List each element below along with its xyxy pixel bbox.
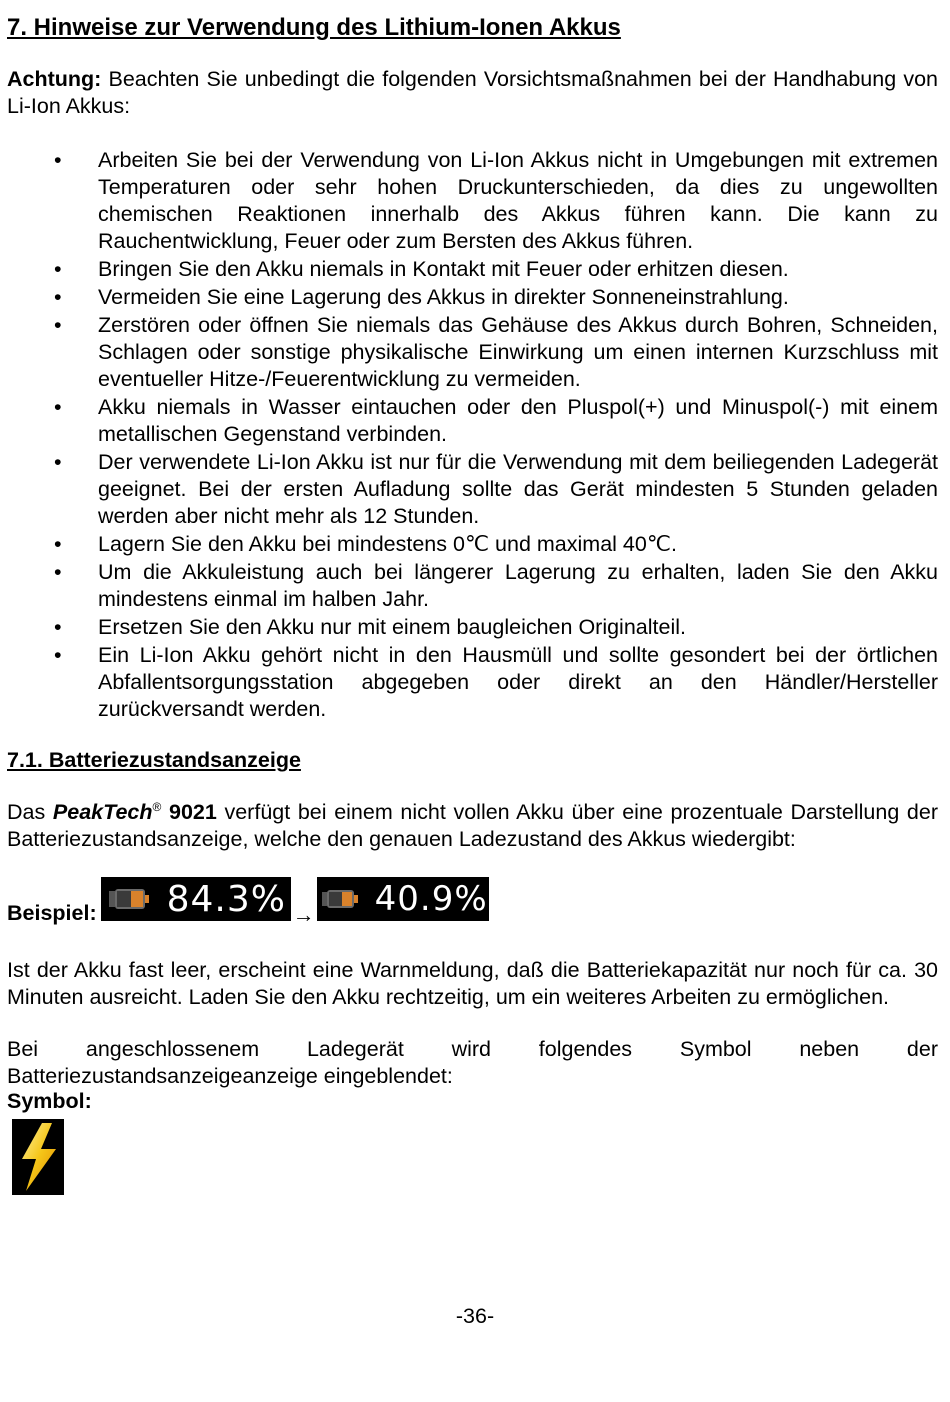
warning-label: Achtung:: [7, 67, 102, 91]
arrow-icon: →: [292, 902, 315, 927]
list-item: • Um die Akkuleistung auch bei längerer Lagerung zu erhalten, laden Sie den Akku mindestens einmal im halben Jahr.: [54, 560, 938, 611]
bullet-icon: •: [54, 450, 62, 474]
warning-text: Beachten Sie unbedingt die folgenden Vorsichtsmaßnahmen bei der Handhabung von Li-Ion Akkus:: [7, 67, 938, 118]
section-title: 7. Hinweise zur Verwendung des Lithium-Ionen Akkus: [7, 14, 621, 41]
model-number: 9021: [161, 800, 217, 824]
example-row: [7, 873, 938, 925]
battery-display-1: [101, 877, 291, 921]
bullet-icon: •: [54, 643, 62, 667]
lightning-icon: [12, 1119, 64, 1195]
bullet-icon: •: [54, 257, 62, 281]
list-item: • Bringen Sie den Akku niemals in Kontakt mit Feuer oder erhitzen diesen.: [54, 257, 789, 281]
list-item: • Lagern Sie den Akku bei mindestens 0℃ und maximal 40℃.: [54, 532, 677, 556]
bullet-icon: •: [54, 285, 62, 309]
battery-icon: [321, 888, 361, 910]
list-item: • Zerstören oder öffnen Sie niemals das Gehäuse des Akkus durch Bohren, Schneiden, Schlagen oder sonstige physikalische Einwirkung um einen internen Kurzschluss mit eventueller Hitze-/Feuerentwicklung zu vermeiden.: [54, 313, 938, 391]
list-item: • Der verwendete Li-Ion Akku ist nur für die Verwendung mit dem beiliegenden Ladegerät geeignet. Bei der ersten Aufladung sollte das Gerät mindesten 5 Stunden geladen werden aber nicht mehr als 12 Stunden.: [54, 450, 938, 528]
display-value-2: 40.9%: [374, 878, 488, 919]
low-battery-paragraph: Ist der Akku fast leer, erscheint eine Warnmeldung, daß die Batteriekapazität nur noch für ca. 30 Minuten ausreicht. Laden Sie den Akku rechtzeitig, um ein weiteres Arbeiten zu ermöglichen.: [7, 958, 938, 1009]
subsection-title: 7.1. Batteriezustandsanzeige: [7, 748, 301, 772]
display-value-1: 84.3%: [166, 878, 286, 920]
list-item: • Akku niemals in Wasser eintauchen oder den Pluspol(+) und Minuspol(-) mit einem metallischen Gegenstand verbinden.: [54, 395, 938, 446]
brand-name: PeakTech: [52, 800, 153, 824]
page-number: -36-: [455, 1304, 495, 1328]
battery-icon: [107, 887, 153, 911]
list-item: • Ersetzen Sie den Akku nur mit einem baugleichen Originalteil.: [54, 615, 686, 639]
bullet-icon: •: [54, 560, 62, 584]
warning-paragraph: [7, 66, 938, 120]
bullet-icon: •: [54, 395, 62, 419]
list-item: • Ein Li-Ion Akku gehört nicht in den Hausmüll und sollte gesondert bei der örtlichen Abfallentsorgungsstation abgegeben oder direkt an den Händler/Hersteller zurückversandt werden.: [54, 643, 938, 721]
symbol-label: Symbol:: [7, 1089, 92, 1113]
bullet-icon: •: [54, 615, 62, 639]
charger-line-2: Batteriezustandsanzeigeanzeige eingeblendet:: [7, 1064, 453, 1088]
example-label: Beispiel:: [7, 901, 97, 925]
battery-display-2: [317, 877, 489, 921]
registered-mark: ®: [152, 799, 162, 814]
bullet-icon: •: [54, 148, 62, 172]
charger-line-1: Bei angeschlossenem Ladegerät wird folgendes Symbol neben der: [7, 1037, 938, 1061]
list-item: • Arbeiten Sie bei der Verwendung von Li-Ion Akkus nicht in Umgebungen mit extremen Temperaturen oder sehr hohen Druckunterschieden, da dies zu ungewollten chemischen Reaktionen innerhalb des Akkus führen kann. Die kann zu Rauchentwicklung, Feuer oder zum Bersten des Akkus führen.: [54, 148, 938, 253]
precaution-list: [7, 147, 938, 723]
page: [7, 12, 938, 1195]
list-item: • Vermeiden Sie eine Lagerung des Akkus in direkter Sonneneinstrahlung.: [54, 285, 789, 309]
intro-paragraph: Das PeakTech® 9021 verfügt bei einem nicht vollen Akku über eine prozentuale Darstellung der Batteriezustandsanzeige, welche den genauen Ladezustand des Akkus wiedergibt:: [7, 799, 938, 851]
bullet-icon: •: [54, 532, 62, 556]
bullet-icon: •: [54, 313, 62, 337]
charging-symbol: [12, 1119, 64, 1195]
